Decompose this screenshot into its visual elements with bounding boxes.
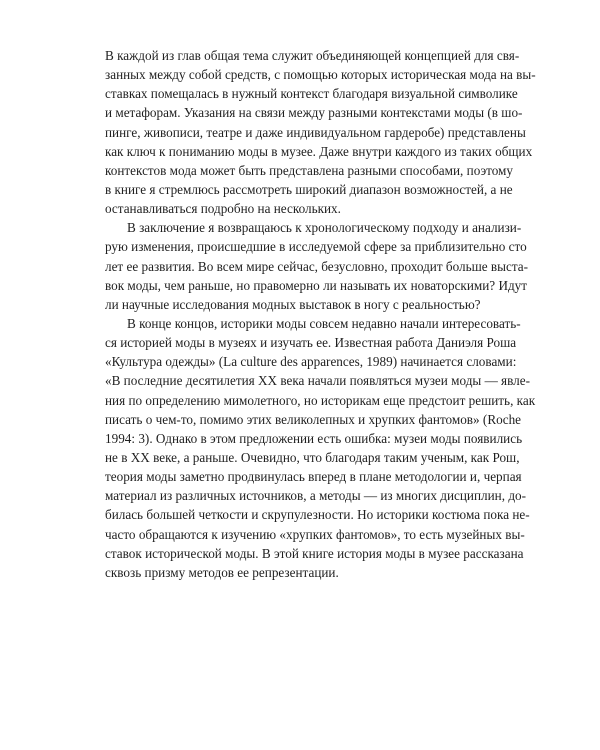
text-line: контекстов мода может быть представлена разными способами, поэтому <box>105 162 513 178</box>
text-line: рую изменения, происшедшие в исследуемой сфере за приблизительно сто <box>105 239 527 255</box>
text-line: вок моды, чем раньше, но правомерно ли называть их новаторскими? Идут <box>105 277 528 293</box>
text-line: теория моды заметно продвинулась вперед в плане методологии и, черпая <box>105 469 522 485</box>
text-line: как ключ к пониманию моды в музее. Даже внутри каждого из таких общих <box>105 143 533 159</box>
paragraph-3 <box>105 314 536 582</box>
text-line: билась большей четкости и скрупулезности. Но историки костюма пока не- <box>105 507 530 523</box>
text-line: ния по определению мимолетного, но историкам еще предстоит решить, как <box>105 392 536 408</box>
text-line: В заключение я возвращаюсь к хронологическому подходу и анализи- <box>127 220 522 236</box>
text-line: не в XX веке, а раньше. Очевидно, что благодаря таким ученым, как Рош, <box>105 449 520 465</box>
text-line: останавливаться подробно на нескольких. <box>105 201 341 217</box>
text-line: В конце концов, историки моды совсем недавно начали интересовать- <box>127 315 521 331</box>
text-line: пинге, живописи, театре и даже индивидуальном гардеробе) представлены <box>105 124 526 140</box>
body-text <box>105 46 536 582</box>
text-line: ли научные исследования модных выставок в ногу с реальностью? <box>105 296 481 312</box>
text-line: материал из различных источников, а методы — из многих дисциплин, до- <box>105 488 527 504</box>
text-line: сквозь призму методов ее репрезентации. <box>105 564 339 580</box>
text-line: ся историей моды в музеях и изучать ее. Известная работа Даниэля Роша <box>105 335 517 351</box>
text-line: писать о чем-то, помимо этих великолепных и хрупких фантомов» (Roche <box>105 411 522 427</box>
paragraph-1 <box>105 46 536 218</box>
text-line: «Культура одежды» (La culture des apparences, 1989) начинается словами: <box>105 354 517 370</box>
text-line: В каждой из глав общая тема служит объединяющей концепцией для свя- <box>105 48 520 63</box>
text-line: ставок исторической моды. В этой книге история моды в музее рассказана <box>105 545 524 561</box>
text-line: в книге я стремлюсь рассмотреть широкий диапазон возможностей, а не <box>105 181 513 197</box>
text-line: и метафорам. Указания на связи между разными контекстами моды (в шо- <box>105 105 523 121</box>
paragraph-2 <box>105 218 529 314</box>
text-line: «В последние десятилетия XX века начали появляться музеи моды — явле- <box>105 373 530 389</box>
text-line: 1994: 3). Однако в этом предложении есть ошибка: музеи моды появились <box>105 430 523 446</box>
text-line: лет ее развития. Во всем мире сейчас, безусловно, проходит больше выста- <box>105 258 529 274</box>
text-line: часто обращаются к изучению «хрупких фантомов», то есть музейных вы- <box>105 526 525 542</box>
text-line: занных между собой средств, с помощью которых историческая мода на вы- <box>105 67 536 83</box>
text-line: ставках помещалась в нужный контекст благодаря визуальной символике <box>105 86 518 102</box>
